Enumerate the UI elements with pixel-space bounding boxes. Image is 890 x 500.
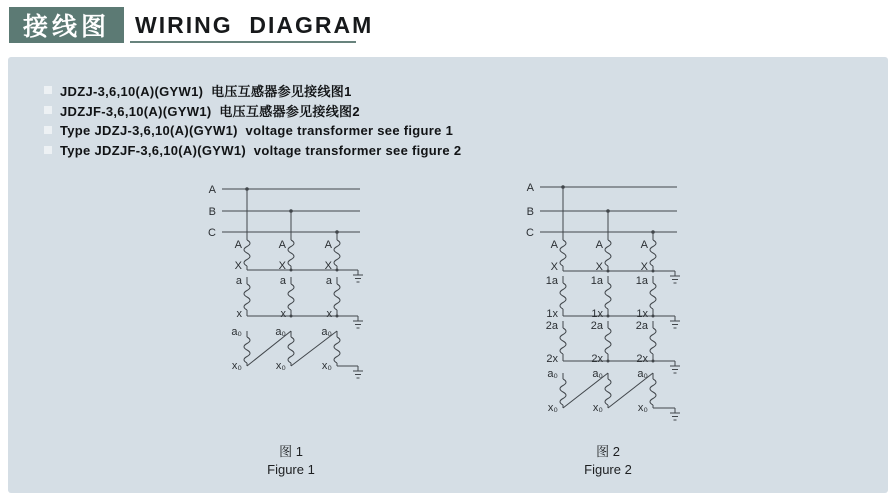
terminal-label: a₀ [321,326,332,338]
fig2-bus-label: B [526,206,534,218]
terminal-label: x₀ [275,360,286,372]
terminal-label: 2x [546,353,558,365]
fig1-bus-label: B [208,206,216,218]
terminal-label: X [278,260,286,272]
terminal-label: 1a [545,275,558,287]
winding-coil [650,379,656,405]
winding-coil [650,283,656,309]
terminal-label: A [324,239,332,251]
winding-coil [560,283,566,309]
terminal-label: X [234,260,242,272]
header-title-en: WIRING DIAGRAM [135,12,374,38]
terminal-label: 2a [545,320,558,332]
note-text: Type JDZJ-3,6,10(A)(GYW1) voltage transformer see figure 1 [60,122,454,138]
figure2-caption-en: Figure 2 [584,462,632,477]
terminal-label: x [236,308,242,320]
terminal-label: 2a [590,320,603,332]
terminal-label: x [326,308,332,320]
terminal-label: a [279,275,286,287]
terminal-label: x₀ [231,360,242,372]
ground-icon [670,316,680,328]
fig2-bus-label: C [526,227,534,239]
note-text: JDZJF-3,6,10(A)(GYW1) 电压互感器参见接线图2 [60,103,360,119]
fig1-open-delta-row [231,326,363,378]
terminal-label: a₀ [275,326,286,338]
fig1-primary-row [235,239,363,282]
fig2-bus-label: A [526,182,534,194]
figure1-caption-en: Figure 1 [267,462,315,477]
terminal-label: 1x [546,308,558,320]
terminal-label: a₀ [637,368,648,380]
terminal-label: X [324,260,332,272]
terminal-label: 1x [636,308,648,320]
winding-coil [650,240,656,266]
terminal-label: a₀ [547,368,558,380]
ground-icon [670,408,680,420]
winding-coil [605,240,611,266]
winding-coil [244,337,250,363]
fig1-bus-label: A [208,184,216,196]
terminal-label: x₀ [547,402,558,414]
winding-coil [244,284,250,310]
winding-coil [560,328,566,354]
note-text: Type JDZJF-3,6,10(A)(GYW1) voltage transformer see figure 2 [60,142,462,158]
figure1-caption-cn: 图 1 [279,444,303,459]
note-text: JDZJ-3,6,10(A)(GYW1) 电压互感器参见接线图1 [60,83,352,99]
winding-coil [288,284,294,310]
fig2-secondary2-row [546,320,680,373]
terminal-label: x₀ [321,360,332,372]
ground-icon [353,366,363,378]
ground-icon [353,270,363,282]
fig1-bus-label: C [208,227,216,239]
figure2-diagram [526,182,680,420]
figure1-diagram [208,184,363,378]
terminal-label: 2x [636,353,648,365]
terminal-label: a₀ [231,326,242,338]
figure2-caption-cn: 图 2 [596,444,620,459]
winding-coil [334,337,340,363]
ground-icon [353,316,363,328]
fig2-secondary1-row [546,275,680,328]
terminal-label: 2a [635,320,648,332]
terminal-label: A [278,239,286,251]
terminal-label: a [325,275,332,287]
fig2-open-delta-row [547,368,680,420]
winding-coil [288,337,294,363]
terminal-label: 1x [591,308,603,320]
terminal-label: a₀ [592,368,603,380]
terminal-label: a [235,275,242,287]
terminal-label: x₀ [592,402,603,414]
terminal-label: A [595,239,603,251]
terminal-label: x₀ [637,402,648,414]
terminal-label: 1a [590,275,603,287]
terminal-label: X [640,261,648,273]
winding-coil [244,240,250,266]
fig1-secondary-row [236,275,363,328]
ground-icon [670,361,680,373]
winding-coil [650,328,656,354]
winding-coil [605,328,611,354]
ground-icon [670,271,680,283]
winding-coil [605,283,611,309]
winding-coil [334,284,340,310]
fig2-primary-row [551,239,680,283]
winding-coil [560,379,566,405]
winding-coil [334,240,340,266]
winding-coil [605,379,611,405]
terminal-label: A [640,239,648,251]
terminal-label: X [595,261,603,273]
terminal-label: X [550,261,558,273]
terminal-label: 2x [591,353,603,365]
terminal-label: x [280,308,286,320]
winding-coil [288,240,294,266]
terminal-label: 1a [635,275,648,287]
terminal-label: A [550,239,558,251]
terminal-label: A [234,239,242,251]
header-title-cn: 接线图 [22,13,110,41]
winding-coil [560,240,566,266]
